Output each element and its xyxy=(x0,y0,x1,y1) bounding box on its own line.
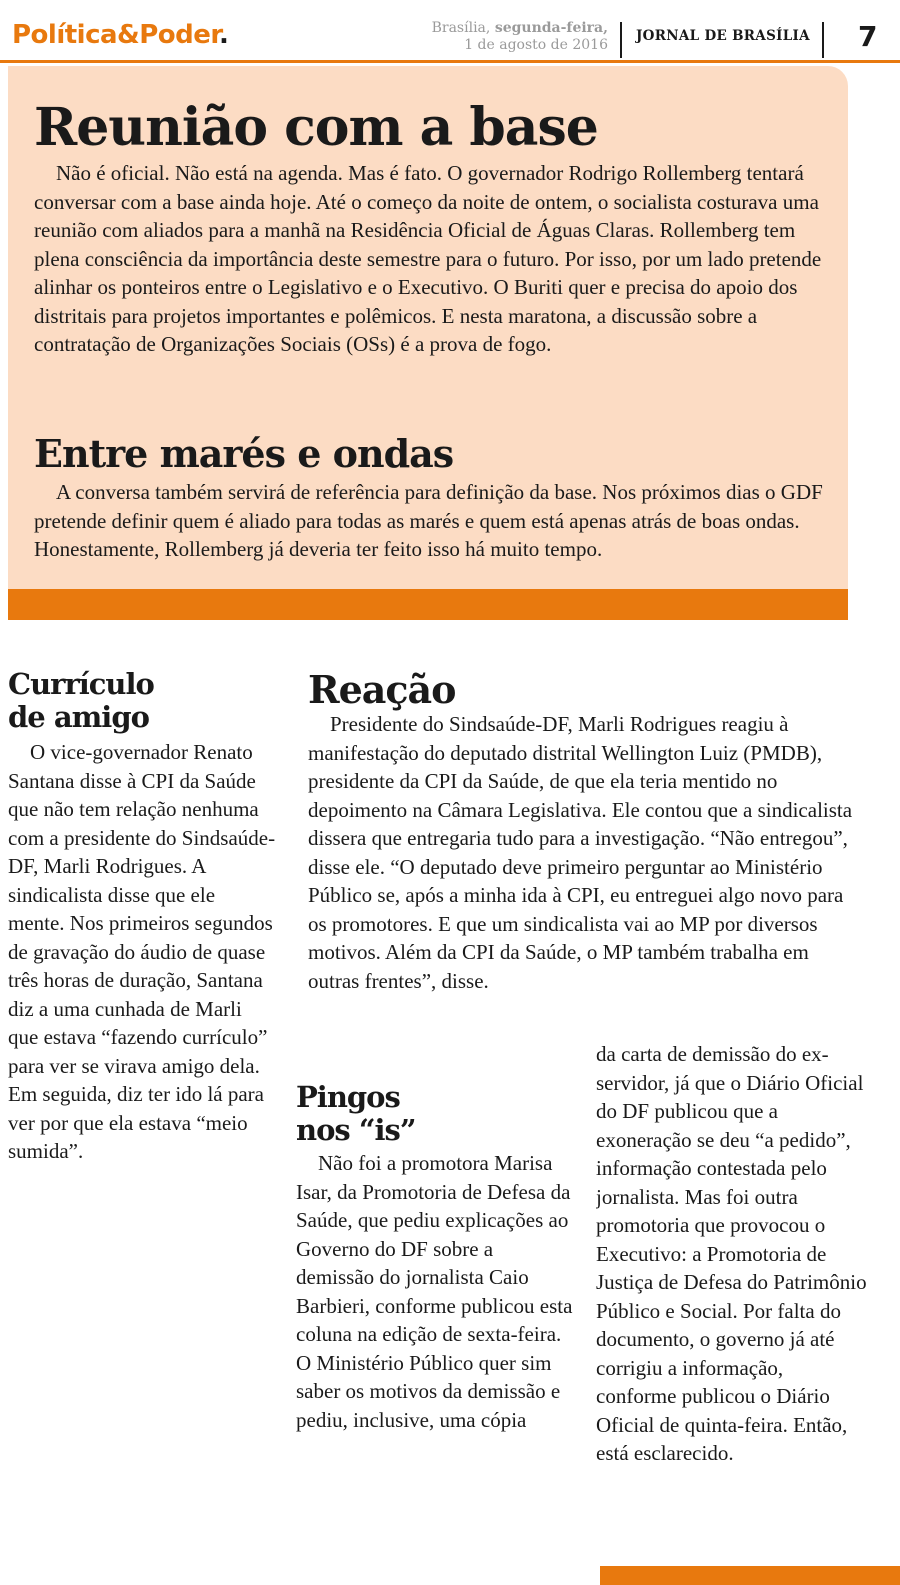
article-paragraph: Não é oficial. Não está na agenda. Mas é fato. O governador Rodrigo Rollemberg tentará conversar com a base ainda hoje. Até o começo da noite de ontem, o socialista costurava uma reunião com aliados para a manhã na Residência Oficial de Águas Claras. Rollemberg tem plena consciência da importância deste semestre para o futuro. Por isso, por um lado pretende alinhar os ponteiros entre o Legislativo e o Executivo. O Buriti quer e precisa do apoio dos distritais para projetos importantes e polêmicos. E nesta maratona, a discussão sobre a contratação de Organizações Sociais (OSs) é a prova de fogo. xyxy=(34,161,822,356)
header-divider-left xyxy=(620,22,622,58)
article-body-reacao xyxy=(308,710,853,995)
title-line: Currículo xyxy=(8,667,154,701)
article-title-mares: Entre marés e ondas xyxy=(34,431,454,476)
highlight-box-bar xyxy=(8,589,848,620)
date-city: Brasília, xyxy=(431,20,495,36)
page-number: 7 xyxy=(858,20,878,53)
footer-bar xyxy=(600,1566,900,1585)
article-body-reuniao xyxy=(34,159,824,359)
date-weekday: segunda-feira, xyxy=(494,20,608,36)
section-title-dot: . xyxy=(219,20,229,50)
article-body-pingos-continuation xyxy=(596,1040,868,1468)
article-title-curriculo xyxy=(8,668,154,734)
title-line: de amigo xyxy=(8,700,149,734)
article-paragraph: O vice-governador Renato Santana disse à CPI da Saúde que não tem relação nenhuma com a presidente do Sindsaúde-DF, Marli Rodrigues. A sindicalista disse que ele mente. Nos primeiros segundos de gravação do áudio de quase três horas de duração, Santana diz a uma cunhada de Marli que estava “fazendo currículo” para ver se virava amigo dela. Em seguida, diz ter ido lá para ver por que ela estava “meio sumida”. xyxy=(8,740,276,1163)
newspaper-name: JORNAL DE BRASÍLIA xyxy=(636,28,810,44)
article-paragraph: Presidente do Sindsaúde-DF, Marli Rodrigues reagiu à manifestação do deputado distrital Wellington Luiz (PMDB), presidente da CPI da Saúde, de que ela teria mentido no depoimento na Câmara Legislativa. Ele contou que a sindicalista dissera que entregaria tudo para a investigação. “Não entregou”, disse ele. “O deputado deve primeiro perguntar ao Ministério Público se, após a minha ida à CPI, eu entreguei algo novo para os promotores. E que um sindicalista vai ao MP por diversos motivos. Além da CPI da Saúde, o MP também trabalha em outras frentes”, disse. xyxy=(308,712,853,993)
title-line: nos “is” xyxy=(296,1113,416,1147)
section-title xyxy=(12,20,228,50)
article-body-mares xyxy=(34,478,824,564)
header-rule xyxy=(0,60,900,63)
article-body-pingos xyxy=(296,1149,574,1496)
article-paragraph: da carta de demissão do ex-servidor, já que o Diário Oficial do DF publicou que a exoneração se deu “a pedido”, informação contestada pelo jornalista. Mas foi outra promotoria que provocou o Executivo: a Promotoria de Justiça de Defesa do Patrimônio Público e Social. Por falta do documento, o governo já até corrigiu a informação, conforme publicou o Diário Oficial de quinta-feira. Então, está esclarecido. xyxy=(596,1042,867,1465)
highlight-box xyxy=(8,66,848,589)
article-title-pingos xyxy=(296,1081,416,1147)
header-divider-right xyxy=(822,22,824,58)
article-paragraph: A conversa também servirá de referência para definição da base. Nos próximos dias o GDF pretende definir quem é aliado para todas as marés e quem está apenas atrás de boas ondas. Honestamente, Rollemberg já deveria ter feito isso há muito tempo. xyxy=(34,480,823,561)
article-paragraph: Não foi a promotora Marisa Isar, da Promotoria de Defesa da Saúde, que pediu explicações ao Governo do DF sobre a demissão do jornalista Caio Barbieri, conforme publicou esta coluna na edição de sexta-feira. O Ministério Público quer sim saber os motivos da demissão e pediu, inclusive, uma cópia xyxy=(296,1151,573,1432)
date-day: 1 de agosto de 2016 xyxy=(464,37,608,53)
title-line: Pingos xyxy=(296,1080,400,1114)
section-title-text: Política&Poder xyxy=(12,20,219,50)
issue-date xyxy=(432,20,608,54)
article-title-reuniao: Reunião com a base xyxy=(34,97,598,158)
article-body-curriculo xyxy=(8,738,276,1166)
article-title-reacao: Reação xyxy=(308,667,456,712)
